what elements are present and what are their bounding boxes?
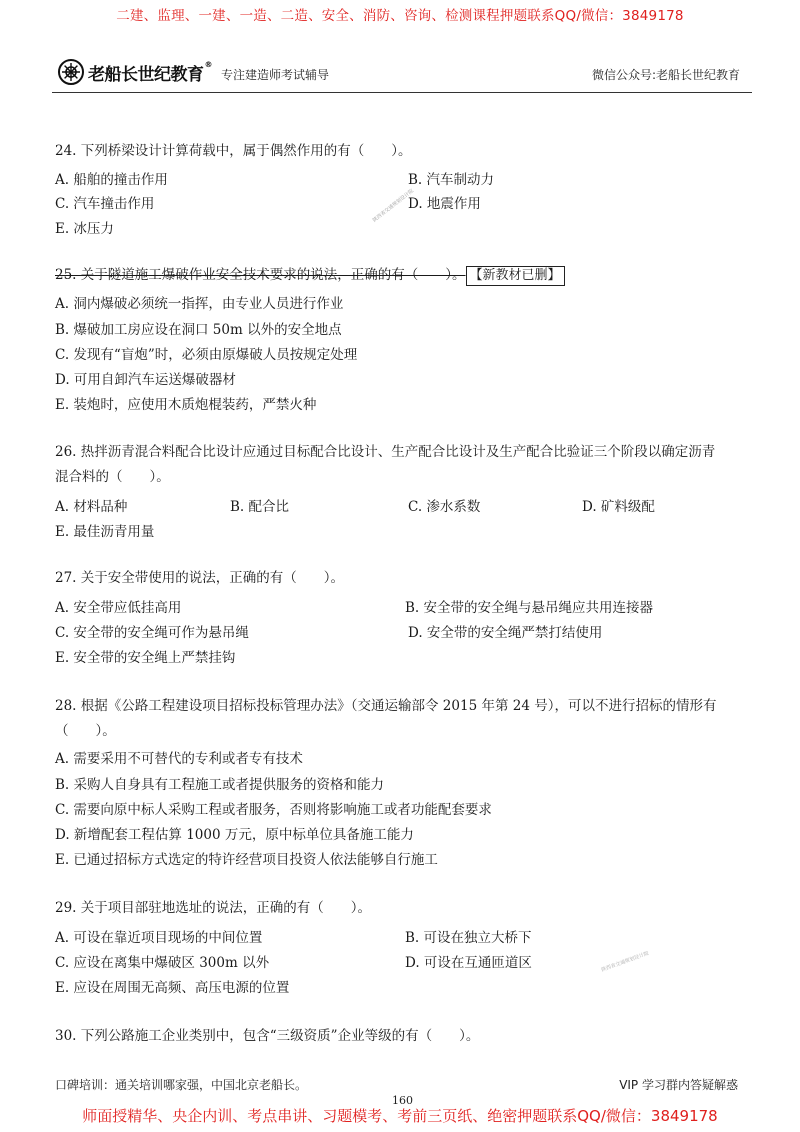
option-a: A. 需要采用不可替代的专利或者专有技术: [55, 751, 303, 767]
option-e: E. 装炮时，应使用木质炮棍装药，严禁火种: [55, 397, 317, 413]
question-stem: 24. 下列桥梁设计计算荷载中，属于偶然作用的有（ ）。: [55, 143, 412, 159]
option-e: E. 安全带的安全绳上严禁挂钩: [55, 650, 236, 666]
option-d: D. 安全带的安全绳严禁打结使用: [408, 625, 603, 641]
logo-text: 老船长世纪教育®: [88, 59, 212, 85]
ship-wheel-icon: [58, 59, 84, 85]
tagline: 专注建造师考试辅导: [221, 68, 330, 82]
option-d: D. 可设在互通匝道区: [405, 955, 532, 971]
option-b: B. 可设在独立大桥下: [405, 930, 532, 946]
removed-badge: 【新教材已删】: [466, 266, 565, 286]
question-30: [55, 1024, 479, 1049]
question-26: [55, 440, 715, 490]
question-stem-line-1: 26. 热拌沥青混合料配合比设计应通过目标配合比设计、生产配合比设计及生产配合比验证三个阶段以确定沥青: [55, 444, 716, 460]
option-d: D. 矿料级配: [582, 499, 655, 515]
option-a: A. 材料品种: [55, 499, 128, 515]
bottom-promo-banner: 师面授精华、央企内训、考点串讲、习题模考、考前三页纸、绝密押题联系QQ/微信：3849178: [82, 1107, 718, 1125]
registered-mark: ®: [204, 59, 212, 69]
question-stem-line-2: 混合料的（ ）。: [55, 469, 170, 485]
option-b: B. 配合比: [230, 499, 290, 515]
question-24: [55, 139, 412, 164]
option-b: B. 汽车制动力: [408, 172, 495, 188]
option-e: E. 最佳沥青用量: [55, 524, 155, 540]
logo: [58, 58, 212, 86]
option-e: E. 已通过招标方式选定的特许经营项目投资人依法能够自行施工: [55, 852, 438, 868]
question-28: [55, 694, 716, 744]
option-b: B. 爆破加工房应设在洞口 50m 以外的安全地点: [55, 322, 342, 338]
option-e: E. 应设在周围无高频、高压电源的位置: [55, 980, 290, 996]
question-stem: 29. 关于项目部驻地选址的说法，正确的有（ ）。: [55, 900, 372, 916]
option-b: B. 采购人自身具有工程施工或者提供服务的资格和能力: [55, 777, 385, 793]
question-27: [55, 566, 344, 591]
option-a: A. 洞内爆破必须统一指挥，由专业人员进行作业: [55, 296, 344, 312]
option-a: A. 可设在靠近项目现场的中间位置: [55, 930, 263, 946]
option-c: C. 需要向原中标人采购工程或者服务，否则将影响施工或者功能配套要求: [55, 802, 492, 818]
question-stem: 30. 下列公路施工企业类别中，包含“三级资质”企业等级的有（ ）。: [55, 1028, 480, 1044]
option-c: C. 渗水系数: [408, 499, 481, 515]
question-stem: 27. 关于安全带使用的说法，正确的有（ ）。: [55, 570, 345, 586]
option-d: D. 新增配套工程估算 1000 万元，原中标单位具备施工能力: [55, 827, 414, 843]
wechat-account: 微信公众号:老船长世纪教育: [591, 68, 740, 82]
faint-stamp: 陕西省交通规划设计院: [371, 188, 415, 224]
footer-slogan: 口碑培训：通关培训哪家强，中国北京老船长。: [55, 1078, 308, 1092]
question-29: [55, 896, 371, 921]
question-stem-line-2: （ ）。: [55, 723, 116, 739]
option-d: D. 地震作用: [408, 196, 481, 212]
option-e: E. 冰压力: [55, 221, 114, 237]
option-a: A. 安全带应低挂高用: [55, 600, 182, 616]
option-c: C. 安全带的安全绳可作为悬吊绳: [55, 625, 249, 641]
footer-note: VIP 学习群内答疑解惑: [619, 1078, 738, 1092]
option-c: C. 汽车撞击作用: [55, 196, 155, 212]
option-c: C. 应设在离集中爆破区 300m 以外: [55, 955, 270, 971]
faint-stamp: 陕西省交通规划设计院: [600, 950, 650, 974]
page-number: 160: [392, 1094, 413, 1107]
option-c: C. 发现有“盲炮”时，必须由原爆破人员按规定处理: [55, 347, 358, 363]
option-d: D. 可用自卸汽车运送爆破器材: [55, 372, 236, 388]
question-stem-line-1: 28. 根据《公路工程建设项目招标投标管理办法》（交通运输部令 2015 年第 24 号），可以不进行招标的情形有: [55, 698, 717, 714]
header-divider: [52, 92, 752, 93]
question-stem: 25. 关于隧道施工爆破作业安全技术要求的说法，正确的有（ ）。: [55, 267, 466, 283]
question-25: [55, 263, 565, 288]
top-promo-banner: 二建、监理、一建、一造、二造、安全、消防、咨询、检测课程押题联系QQ/微信：3849178: [116, 8, 684, 24]
option-b: B. 安全带的安全绳与悬吊绳应共用连接器: [405, 600, 654, 616]
option-a: A. 船舶的撞击作用: [55, 172, 168, 188]
